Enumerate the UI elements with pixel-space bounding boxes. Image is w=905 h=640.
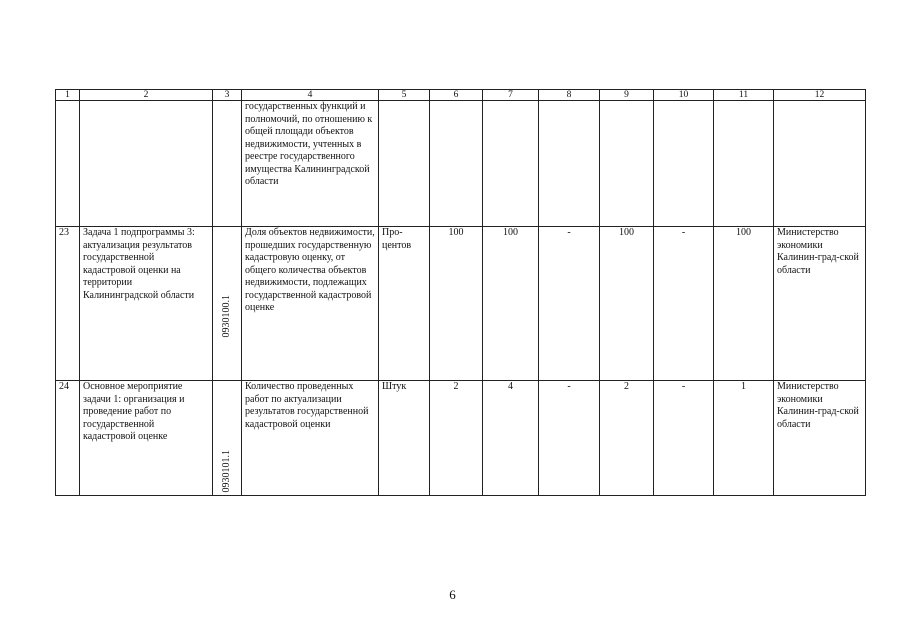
header-cell: 1 xyxy=(56,90,80,101)
table-row xyxy=(56,101,866,227)
header-cell: 8 xyxy=(539,90,600,101)
responsible-cell: Министерство экономики Калинин-град-ской области xyxy=(774,381,866,496)
value-cell xyxy=(714,101,774,227)
value-cell: 100 xyxy=(430,227,483,381)
header-cell: 6 xyxy=(430,90,483,101)
value-cell: 4 xyxy=(483,381,539,496)
code-text: 0930101.1 xyxy=(220,449,232,492)
header-cell: 12 xyxy=(774,90,866,101)
table-header-row xyxy=(56,90,866,101)
unit-cell xyxy=(379,101,430,227)
indicator-cell: Доля объектов недвижимости, прошедших государственную кадастровую оценку, от общего количества объектов недвижимости, подлежащих государственной кадастровой оценке xyxy=(242,227,379,381)
task-name-cell xyxy=(80,101,213,227)
indicator-cell: Количество проведенных работ по актуализации результатов государственной кадастровой оценки xyxy=(242,381,379,496)
value-cell: - xyxy=(539,381,600,496)
row-number-cell: 24 xyxy=(56,381,80,496)
header-cell: 3 xyxy=(213,90,242,101)
value-cell xyxy=(654,101,714,227)
responsible-cell: Министерство экономики Калинин-град-ской области xyxy=(774,227,866,381)
row-number-cell: 23 xyxy=(56,227,80,381)
table-row xyxy=(56,227,866,381)
header-cell: 11 xyxy=(714,90,774,101)
header-cell: 4 xyxy=(242,90,379,101)
row-number-cell xyxy=(56,101,80,227)
value-cell xyxy=(539,101,600,227)
value-cell: 100 xyxy=(600,227,654,381)
indicators-table xyxy=(55,89,866,496)
header-cell: 10 xyxy=(654,90,714,101)
code-cell xyxy=(213,101,242,227)
value-cell xyxy=(600,101,654,227)
header-cell: 5 xyxy=(379,90,430,101)
responsible-cell xyxy=(774,101,866,227)
value-cell: 100 xyxy=(714,227,774,381)
value-cell: - xyxy=(654,381,714,496)
code-text: 0930100.1 xyxy=(220,294,232,337)
header-cell: 2 xyxy=(80,90,213,101)
value-cell: 2 xyxy=(600,381,654,496)
unit-cell: Штук xyxy=(379,381,430,496)
indicator-cell: государственных функций и полномочий, по отношению к общей площади объектов недвижимости, учтенных в реестре государственного имущества Калининградской области xyxy=(242,101,379,227)
value-cell: 1 xyxy=(714,381,774,496)
header-cell: 7 xyxy=(483,90,539,101)
page-number: 6 xyxy=(449,587,456,602)
task-name-cell: Задача 1 подпрограммы 3: актуализация результатов государственной кадастровой оценки на территории Калининградской области xyxy=(80,227,213,381)
value-cell xyxy=(483,101,539,227)
value-cell: - xyxy=(539,227,600,381)
header-cell: 9 xyxy=(600,90,654,101)
value-cell xyxy=(430,101,483,227)
value-cell: 100 xyxy=(483,227,539,381)
unit-cell: Про-центов xyxy=(379,227,430,381)
table-row xyxy=(56,381,866,496)
code-cell xyxy=(213,381,242,496)
value-cell: - xyxy=(654,227,714,381)
value-cell: 2 xyxy=(430,381,483,496)
code-cell xyxy=(213,227,242,381)
task-name-cell: Основное мероприятие задачи 1: организация и проведение работ по государственной кадастровой оценке xyxy=(80,381,213,496)
